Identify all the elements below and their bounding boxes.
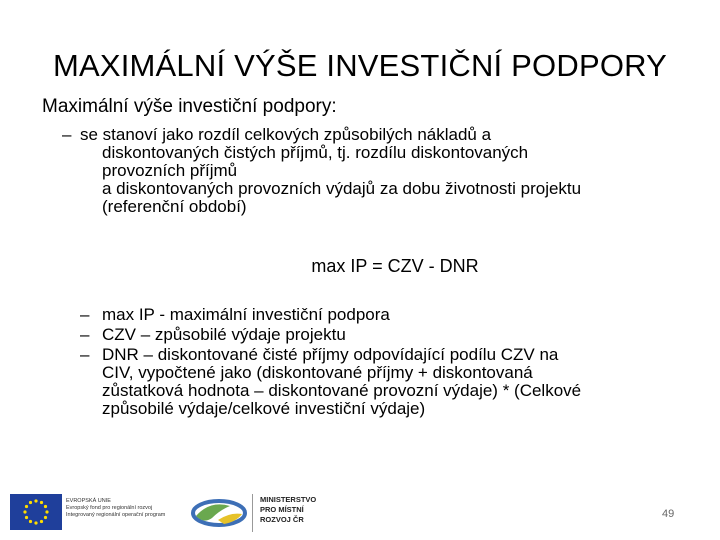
definition-line: zůstatková hodnota – diskontované provozní výdaje) * (Celkové (102, 381, 582, 400)
intro-line: a diskontovaných provozních výdajů za dobu životnosti projektu (102, 179, 582, 198)
bullet-dash: – (80, 305, 90, 324)
bullet-dash: – (80, 345, 90, 364)
definition-line: max IP - maximální investiční podpora (102, 305, 390, 324)
bullet-dash: – (80, 325, 90, 344)
footer-logos (10, 490, 340, 536)
definition-item (80, 326, 660, 344)
eu-flag-icon (10, 494, 62, 530)
definition-item (80, 306, 660, 324)
definition-line: CIV, vypočtené jako (diskontované příjmy + diskontovaná (102, 363, 533, 382)
ministry-caption-line: MINISTERSTVO (260, 495, 317, 504)
intro-bullet (62, 125, 680, 216)
lead-heading: Maximální výše investiční podpory: (42, 96, 337, 117)
intro-line: provozních příjmů (102, 161, 238, 180)
definitions-list (80, 306, 660, 420)
eu-stars-icon (10, 494, 62, 530)
ministry-caption (260, 495, 316, 525)
ministry-caption-line: PRO MÍSTNÍ (260, 505, 304, 514)
logo-divider (252, 494, 253, 532)
definition-line: DNR – diskontované čisté příjmy odpovídající podílu CZV na (102, 345, 559, 364)
definition-item (80, 346, 660, 418)
intro-line: se stanoví jako rozdíl celkových způsobilých nákladů a (80, 125, 492, 144)
definition-line: způsobilé výdaje/celkové investiční výdaje) (102, 399, 426, 418)
eu-caption-line: Evropský fond pro regionální rozvoj (66, 505, 153, 511)
eu-caption (66, 498, 165, 519)
ministry-caption-line: ROZVOJ ČR (260, 515, 304, 524)
bullet-dash: – (62, 125, 72, 144)
ministry-logo-icon (190, 496, 248, 530)
formula: max IP = CZV - DNR (311, 256, 479, 276)
eu-caption-line: EVROPSKÁ UNIE (66, 498, 111, 504)
eu-caption-line: Integrovaný regionální operační program (66, 512, 166, 518)
intro-line: (referenční období) (102, 197, 247, 216)
definition-line: CZV – způsobilé výdaje projektu (102, 325, 346, 344)
page-number: 49 (662, 508, 675, 520)
slide-title: MAXIMÁLNÍ VÝŠE INVESTIČNÍ PODPORY (52, 48, 668, 83)
intro-line: diskontovaných čistých příjmů, tj. rozdílu diskontovaných (102, 143, 529, 162)
